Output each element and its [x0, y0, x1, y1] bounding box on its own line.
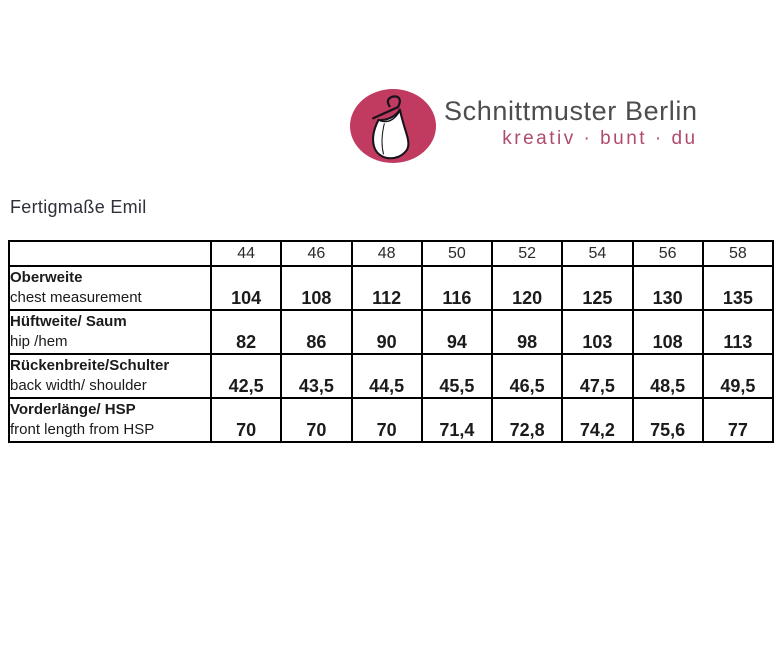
measurement-value: 98	[492, 310, 562, 354]
measurement-value: 120	[492, 266, 562, 310]
measurement-value: 104	[211, 266, 281, 310]
measurement-value: 125	[562, 266, 632, 310]
row-label	[9, 354, 211, 398]
empty-corner-cell	[9, 241, 211, 266]
measurement-value: 108	[633, 310, 703, 354]
measurement-value: 71,4	[422, 398, 492, 442]
size-column-header: 50	[422, 241, 492, 266]
brand-text-block	[444, 89, 698, 150]
measurement-value: 116	[422, 266, 492, 310]
size-column-header: 46	[281, 241, 351, 266]
measurement-value: 74,2	[562, 398, 632, 442]
brand-tagline: kreativ · bunt · du	[502, 128, 698, 149]
measurement-value: 77	[703, 398, 773, 442]
measurement-value: 90	[352, 310, 422, 354]
measurement-value: 113	[703, 310, 773, 354]
measurement-value: 103	[562, 310, 632, 354]
measurement-value: 112	[352, 266, 422, 310]
measurement-value: 75,6	[633, 398, 703, 442]
row-label	[9, 266, 211, 310]
table-row-back-width	[9, 354, 773, 398]
measurement-value: 94	[422, 310, 492, 354]
size-header-row	[9, 241, 773, 266]
row-label-en: hip /hem	[10, 333, 68, 350]
row-label	[9, 398, 211, 442]
measurement-value: 42,5	[211, 354, 281, 398]
row-label-en: back width/ shoulder	[10, 377, 147, 394]
brand-logo	[350, 89, 698, 163]
measurement-value: 70	[281, 398, 351, 442]
size-column-header: 56	[633, 241, 703, 266]
row-label-en: front length from HSP	[10, 421, 155, 438]
size-column-header: 58	[703, 241, 773, 266]
measurement-value: 44,5	[352, 354, 422, 398]
row-label-de: Rückenbreite/Schulter	[10, 357, 170, 374]
table-row-chest	[9, 266, 773, 310]
row-label	[9, 310, 211, 354]
measurement-value: 46,5	[492, 354, 562, 398]
table-row-hip	[9, 310, 773, 354]
measurement-value: 108	[281, 266, 351, 310]
measurement-value: 72,8	[492, 398, 562, 442]
measurement-value: 130	[633, 266, 703, 310]
row-label-de: Hüftweite/ Saum	[10, 313, 127, 330]
row-label-de: Oberweite	[10, 269, 83, 286]
row-label-de: Vorderlänge/ HSP	[10, 401, 136, 418]
measurement-value: 135	[703, 266, 773, 310]
dress-on-hanger-icon	[350, 89, 436, 163]
size-column-header: 54	[562, 241, 632, 266]
measurement-value: 86	[281, 310, 351, 354]
measurement-value: 43,5	[281, 354, 351, 398]
measurement-value: 82	[211, 310, 281, 354]
measurement-value: 49,5	[703, 354, 773, 398]
size-measurement-table	[8, 240, 774, 443]
table-row-front-length	[9, 398, 773, 442]
brand-name: Schnittmuster Berlin	[444, 96, 698, 126]
measurement-value: 45,5	[422, 354, 492, 398]
measurement-value: 47,5	[562, 354, 632, 398]
size-column-header: 52	[492, 241, 562, 266]
size-column-header: 44	[211, 241, 281, 266]
page-title: Fertigmaße Emil	[10, 197, 147, 217]
measurement-value: 70	[211, 398, 281, 442]
row-label-en: chest measurement	[10, 289, 142, 306]
measurement-value: 48,5	[633, 354, 703, 398]
size-column-header: 48	[352, 241, 422, 266]
measurement-value: 70	[352, 398, 422, 442]
